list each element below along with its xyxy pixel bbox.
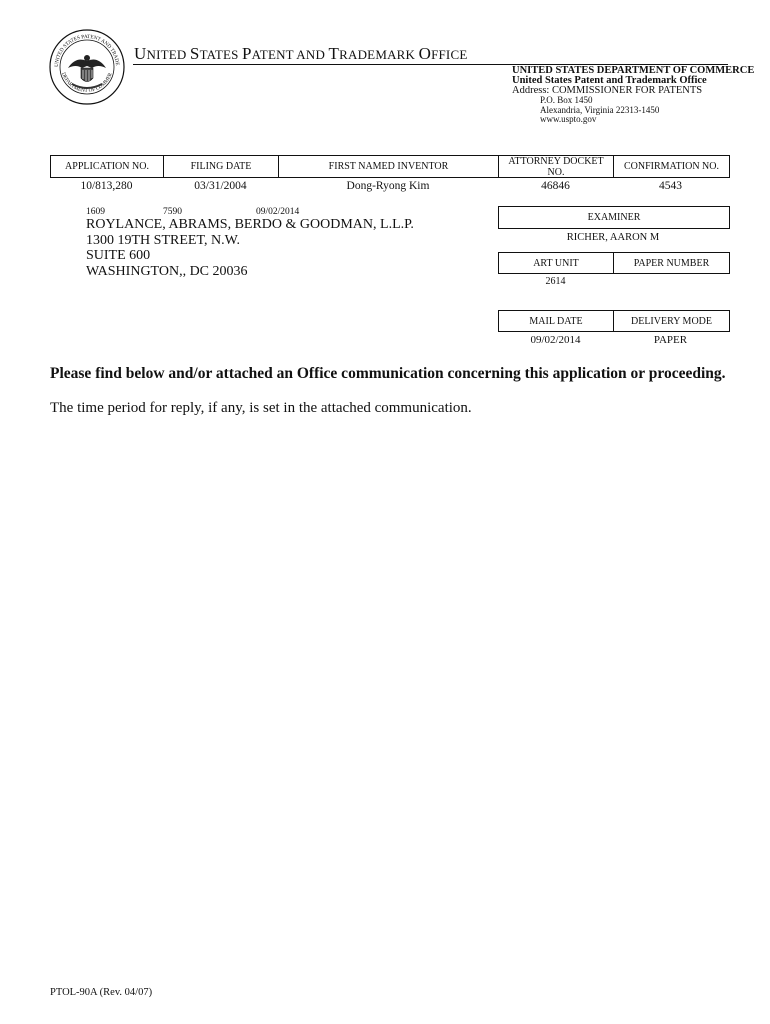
header-application-no: APPLICATION NO. xyxy=(51,156,164,177)
title-part: RADEMARK xyxy=(339,47,419,62)
delivery-mode-label: DELIVERY MODE xyxy=(630,315,712,327)
address-line: 1300 19TH STREET, N.W. xyxy=(86,232,240,248)
application-no: 10/813,280 xyxy=(80,180,133,192)
customer-no: 1609 xyxy=(86,207,105,217)
po-box: P.O. Box 1450 xyxy=(540,95,593,105)
title-part: T xyxy=(328,44,340,63)
examiner-name: RICHER, AARON M xyxy=(566,232,660,243)
department-block xyxy=(512,66,754,125)
code: 7590 xyxy=(163,207,182,217)
notice-text: Please find below and/or attached an Office communication concerning this application or proceeding. xyxy=(50,365,726,382)
art-unit-value: 2614 xyxy=(545,276,566,287)
office-title xyxy=(134,44,467,64)
website: www.uspto.gov xyxy=(540,114,597,124)
correspondence-address xyxy=(86,217,414,279)
address-line: SUITE 600 xyxy=(86,248,151,263)
address-line: ROYLANCE, ABRAMS, BERDO & GOODMAN, L.L.P. xyxy=(86,217,414,232)
reply-period-text: The time period for reply, if any, is set in the attached communication. xyxy=(50,400,472,416)
title-part: TATES xyxy=(199,47,242,62)
first-inventor: Dong-Ryong Kim xyxy=(346,180,430,192)
attorney-docket-no: 46846 xyxy=(541,180,570,192)
art-unit-label: ART UNIT xyxy=(499,253,614,273)
correspondence-date: 09/02/2014 xyxy=(256,207,300,217)
paper-number-label: PAPER NUMBER xyxy=(633,257,710,269)
form-identifier: PTOL-90A (Rev. 04/07) xyxy=(50,987,153,998)
seal-top-text: UNITED STATES PATENT AND TRADE xyxy=(53,33,120,68)
title-part: P xyxy=(242,44,252,63)
title-part: S xyxy=(189,44,200,63)
title-part: FFICE xyxy=(431,47,468,62)
address-line: WASHINGTON,, DC 20036 xyxy=(86,263,248,279)
city-line: Alexandria, Virginia 22313-1450 xyxy=(540,104,660,115)
mail-date-label: MAIL DATE xyxy=(499,311,614,331)
header-filing-date: FILING DATE xyxy=(164,156,279,177)
header-attorney-docket: ATTORNEY DOCKET NO. xyxy=(499,156,614,177)
art-unit-header xyxy=(498,252,730,274)
filing-date: 03/31/2004 xyxy=(194,180,247,192)
delivery-mode: PAPER xyxy=(653,334,688,346)
seal-bottom-text: DEPARTMENT OF COMMER xyxy=(60,71,114,94)
title-part: O xyxy=(418,44,432,63)
mail-date: 09/02/2014 xyxy=(530,334,581,346)
title-part: U xyxy=(134,44,147,63)
examiner-label: EXAMINER xyxy=(587,212,641,223)
header-first-inventor: FIRST NAMED INVENTOR xyxy=(279,156,499,177)
header-confirmation-no: CONFIRMATION NO. xyxy=(623,161,719,172)
correspondence-codes xyxy=(86,207,299,217)
confirmation-no: 4543 xyxy=(659,180,682,192)
title-part: NITED xyxy=(146,47,190,62)
address-line: Address: COMMISSIONER FOR PATENTS xyxy=(512,85,703,96)
office-name: United States Patent and Trademark Office xyxy=(512,75,707,86)
title-part: ATENT AND xyxy=(251,47,329,62)
application-table-header xyxy=(50,155,730,178)
examiner-header xyxy=(498,206,730,229)
uspto-seal xyxy=(48,28,126,106)
mail-header xyxy=(498,310,730,332)
department-name: UNITED STATES DEPARTMENT OF COMMERCE xyxy=(512,65,755,76)
